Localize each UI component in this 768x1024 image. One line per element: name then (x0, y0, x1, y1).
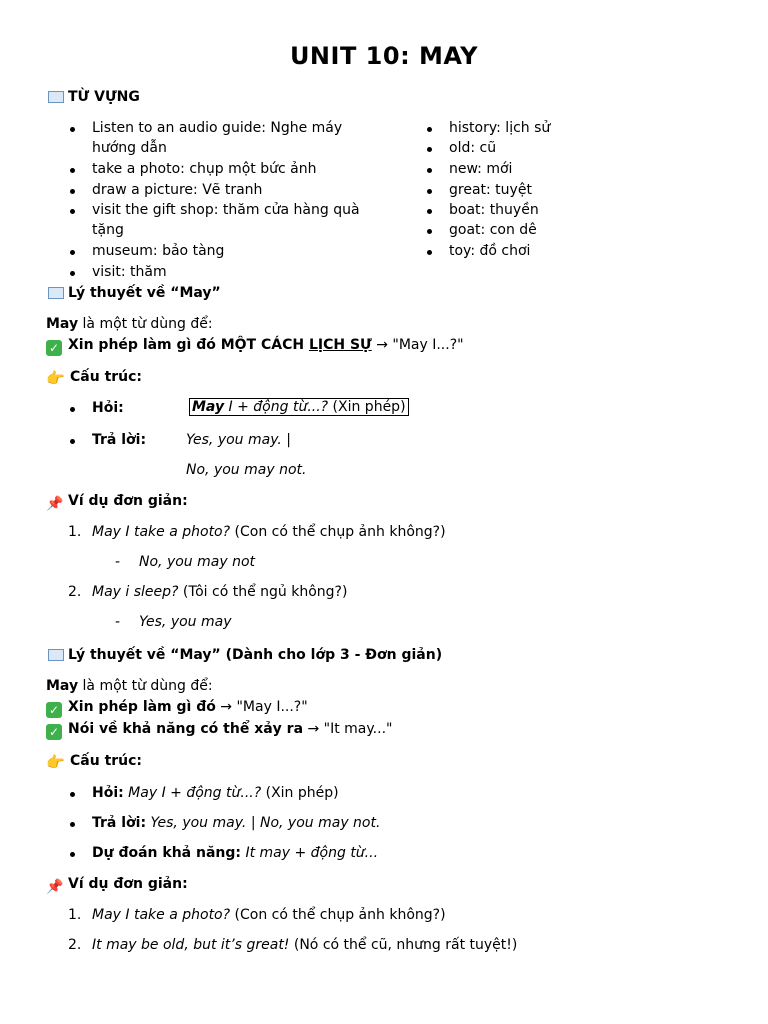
page-title: UNIT 10: MAY (289, 42, 479, 70)
section1-heading (48, 285, 221, 301)
example-reply: - Yes, you may (115, 614, 232, 630)
ask-row: Hỏi: May I + động từ...? (Xin phép) (92, 785, 339, 801)
list-item: visit the gift shop: thăm cửa hàng quà (92, 202, 360, 218)
section1-use: ✓ Xin phép làm gì đó MỘT CÁCH LỊCH SỰ → "May I...?" (46, 337, 464, 356)
example-item: 2. It may be old, but it’s great! (Nó có thể cũ, nhưng rất tuyệt!) (68, 937, 518, 953)
list-item-continued: hướng dẫn (92, 140, 167, 156)
list-item: visit: thăm (92, 264, 167, 280)
list-item: take a photo: chụp một bức ảnh (92, 161, 316, 177)
list-item: toy: đồ chơi (449, 243, 530, 259)
answer-row: Trả lời: (92, 432, 146, 448)
pointing-hand-icon: 👉 (46, 369, 65, 387)
section1-heading-text: Lý thuyết về “May” (68, 285, 221, 301)
list-item: history: lịch sử (449, 120, 550, 136)
list-item: draw a picture: Vẽ tranh (92, 182, 262, 198)
book-icon (48, 286, 64, 298)
section2-example-heading: 📌 Ví dụ đơn giản: (46, 876, 188, 895)
vocab-heading (48, 89, 140, 105)
section1-structure-heading: 👉 Cấu trúc: (46, 369, 143, 387)
list-item: museum: bảo tàng (92, 243, 224, 259)
section2-heading (48, 647, 442, 663)
list-item: goat: con dê (449, 222, 537, 238)
book-icon (48, 90, 64, 102)
vocab-heading-text: TỪ VỰNG (68, 89, 140, 105)
example-item: 1. May I take a photo? (Con có thể chụp ảnh không?) (68, 907, 446, 923)
example-reply: - No, you may not (115, 554, 255, 570)
section2-use-2: ✓ Nói về khả năng có thể xảy ra → "It may..." (46, 721, 392, 740)
check-icon: ✓ (46, 340, 62, 356)
list-item: boat: thuyền (449, 202, 539, 218)
pushpin-icon: 📌 (46, 496, 64, 512)
list-item-continued: tặng (92, 222, 124, 238)
check-icon: ✓ (46, 724, 62, 740)
example-item: 2. May i sleep? (Tôi có thể ngủ không?) (68, 584, 348, 600)
section2-use-1: ✓ Xin phép làm gì đó → "May I...?" (46, 699, 308, 718)
section2-intro: May là một từ dùng để: (46, 678, 213, 694)
pushpin-icon: 📌 (46, 879, 64, 895)
check-icon: ✓ (46, 702, 62, 718)
list-item: old: cũ (449, 140, 496, 156)
answer-no: No, you may not. (186, 462, 307, 478)
answer-yes: Yes, you may. | (186, 432, 292, 448)
list-item: new: mới (449, 161, 512, 177)
example-item: 1. May I take a photo? (Con có thể chụp ảnh không?) (68, 524, 446, 540)
book-icon (48, 648, 64, 660)
list-item: great: tuyệt (449, 182, 532, 198)
ask-structure-box: May I + động từ...? (Xin phép) (189, 399, 409, 415)
section2-heading-text: Lý thuyết về “May” (Dành cho lớp 3 - Đơn giản) (68, 647, 443, 663)
list-item: Listen to an audio guide: Nghe máy (92, 120, 342, 136)
pointing-hand-icon: 👉 (46, 753, 65, 771)
predict-row: Dự đoán khả năng: It may + động từ... (92, 845, 378, 861)
answer-row: Trả lời: Yes, you may. | No, you may not. (92, 815, 380, 831)
section1-intro: May là một từ dùng để: (46, 316, 213, 332)
section2-structure-heading: 👉 Cấu trúc: (46, 753, 143, 771)
ask-row: Hỏi: (92, 400, 124, 416)
section1-example-heading: 📌 Ví dụ đơn giản: (46, 493, 188, 512)
